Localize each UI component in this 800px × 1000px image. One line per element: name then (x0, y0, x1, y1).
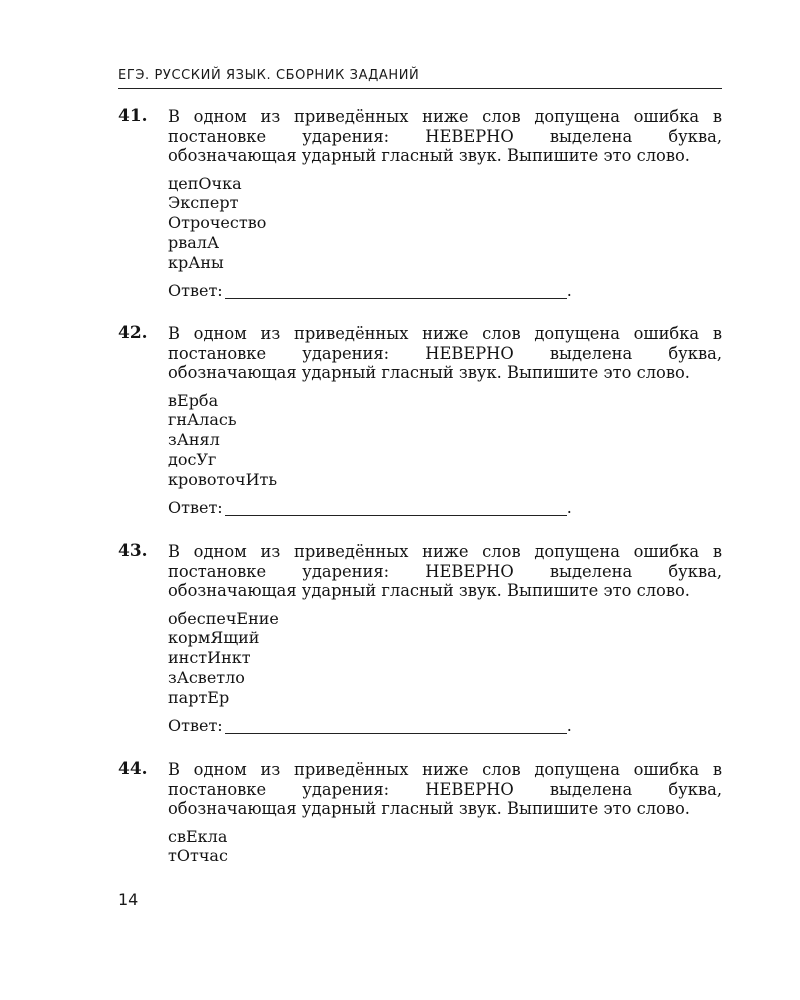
task-number: 44. (118, 759, 148, 779)
answer-field[interactable] (225, 298, 567, 299)
word-option: зАнял (168, 430, 220, 450)
answer-row (168, 498, 722, 517)
answer-row (168, 716, 722, 735)
word-list (168, 827, 722, 867)
word-option: партЕр (168, 687, 230, 707)
word-option: обеспечЕние (168, 608, 279, 628)
page-number: 14 (118, 890, 139, 909)
answer-label: Ответ: (168, 716, 223, 736)
word-option: цепОчка (168, 173, 242, 193)
word-option: свЕкла (168, 826, 228, 846)
task-prompt: В одном из приведённых ниже слов допущена ошибка в постановке ударения: НЕВЕРНО выделена буква, обозначающая ударный гласный звук. Выпишите это слово. (168, 760, 722, 818)
header-divider (118, 88, 722, 89)
word-list (168, 391, 722, 490)
task-number: 43. (118, 541, 148, 561)
answer-period: . (566, 716, 572, 736)
answer-period: . (566, 281, 572, 301)
word-list (168, 609, 722, 708)
task-prompt: В одном из приведённых ниже слов допущена ошибка в постановке ударения: НЕВЕРНО выделена буква, обозначающая ударный гласный звук. Выпишите это слово. (168, 107, 722, 165)
task-number: 41. (118, 106, 148, 126)
answer-label: Ответ: (168, 281, 223, 301)
task-42 (118, 324, 722, 517)
word-option: кровоточИть (168, 469, 278, 489)
task-43 (118, 542, 722, 735)
word-option: зАсветло (168, 667, 245, 687)
task-44 (118, 760, 722, 866)
task-number: 42. (118, 323, 148, 343)
answer-label: Ответ: (168, 498, 223, 518)
task-41 (118, 107, 722, 300)
word-option: кормЯщий (168, 628, 260, 648)
task-prompt: В одном из приведённых ниже слов допущена ошибка в постановке ударения: НЕВЕРНО выделена буква, обозначающая ударный гласный звук. Выпишите это слово. (168, 542, 722, 600)
word-option: тОтчас (168, 846, 228, 866)
word-option: крАны (168, 252, 224, 272)
word-option: рвалА (168, 232, 220, 252)
answer-row (168, 281, 722, 300)
word-option: инстИнкт (168, 648, 251, 668)
answer-field[interactable] (225, 733, 567, 734)
word-option: вЕрба (168, 390, 219, 410)
answer-period: . (566, 498, 572, 518)
task-prompt: В одном из приведённых ниже слов допущена ошибка в постановке ударения: НЕВЕРНО выделена буква, обозначающая ударный гласный звук. Выпишите это слово. (168, 324, 722, 382)
word-list (168, 174, 722, 273)
word-option: Отрочество (168, 213, 267, 233)
running-header: ЕГЭ. РУССКИЙ ЯЗЫК. СБОРНИК ЗАДАНИЙ (118, 68, 420, 83)
word-option: гнАлась (168, 410, 237, 430)
answer-field[interactable] (225, 515, 567, 516)
word-option: досУг (168, 449, 217, 469)
word-option: Эксперт (168, 193, 239, 213)
